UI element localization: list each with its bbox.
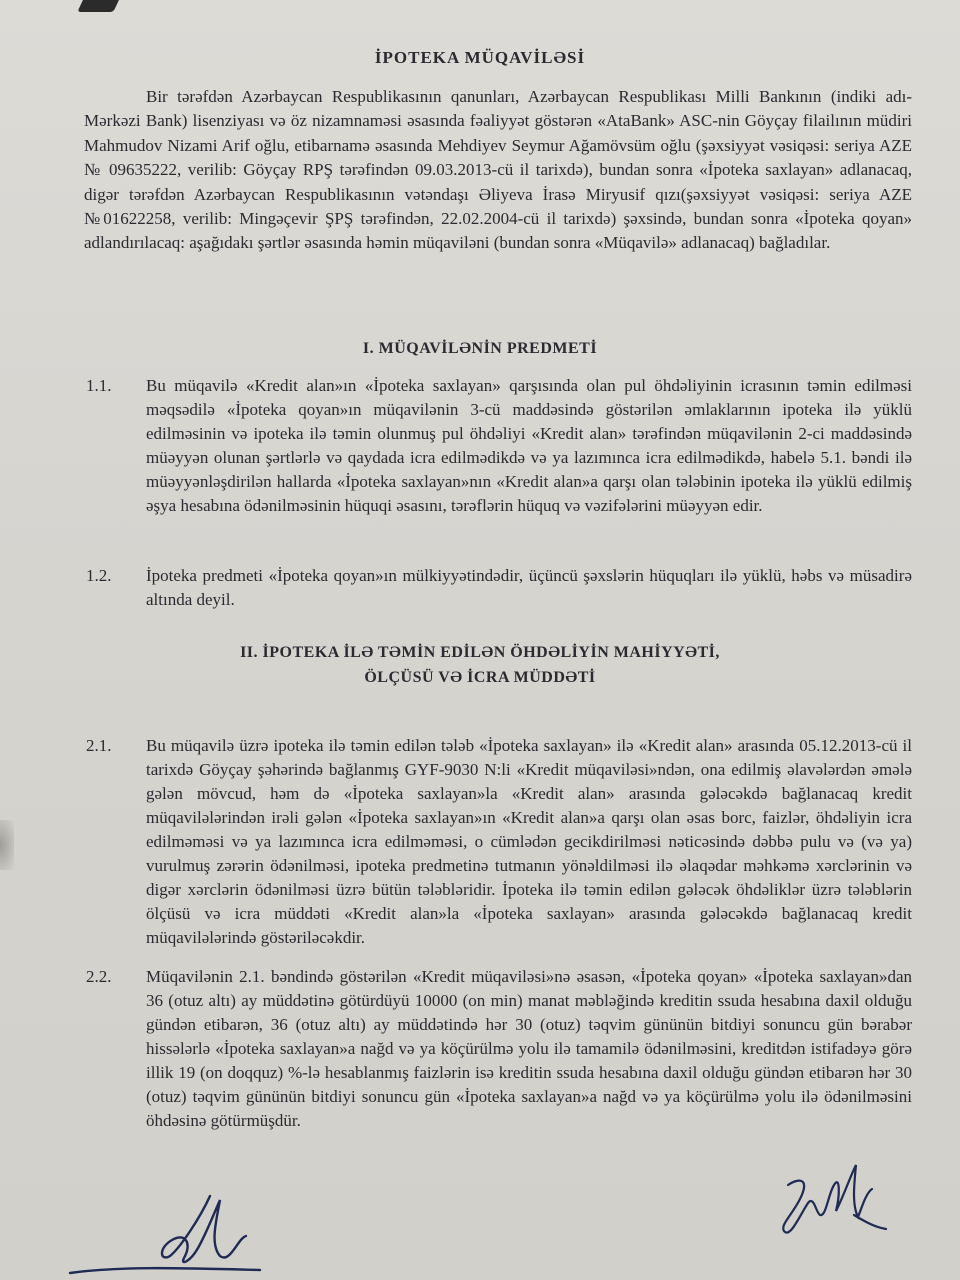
clause-text: İpoteka predmeti «İpoteka qoyan»ın mülkiyyətindədir, üçüncü şəxslərin hüquqları ilə yüklü, həbs və müsadirə altında deyil. [146, 566, 912, 609]
paper-crease [0, 820, 14, 870]
document-title: İPOTEKA MÜQAVİLƏSİ [374, 48, 586, 67]
section-2-heading [0, 640, 960, 690]
clause-number: 2.1. [86, 736, 112, 755]
section-2-heading-line-2: ÖLÇÜSÜ VƏ İCRA MÜDDƏTİ [364, 669, 596, 686]
clause-2-2 [84, 965, 912, 1133]
signature-left [60, 1178, 310, 1278]
clause-text: Bu müqavilə «Kredit alan»ın «İpoteka saxlayan» qarşısında olan pul öhdəliyinin icrasının təmin edilməsi məqsədilə «İpoteka qoyan»ın müqavilənin 3-cü maddəsində göstərilən əmlaklarının ipoteka ilə yüklü edilməsinin və ipoteka ilə təmin olunmuş pul öhdəliyi «Kredit alan» tərəfindən müqavilənin 2-ci maddəsində müəyyən olunan şərtlərlə və qaydada icra edilmədikdə və ya lazımınca icra edilmədikdə, habelə 5.1. bəndi ilə müəyyənləşdirilən hallarda «İpoteka saxlayan»nın «Kredit alan»a qarşı olan tələbinin ipoteka ilə yüklü edilmiş əşya hesabına ödənilməsinin hüquqi əsasını, tərəflərin hüquq və vəzifələrini müəyyən edir. [146, 376, 912, 515]
clause-text: Bu müqavilə üzrə ipoteka ilə təmin edilən tələb «İpoteka saxlayan» ilə «Kredit alan» arasında 05.12.2013-cü il tarixdə Göyçay şəhərində bağlanmış GYF-9030 N:li «Kredit müqaviləsi»ndən, ona edilmiş əlavələrdən əmələ gələn mövcud, həm də «İpoteka saxlayan»la «Kredit alan» arasında gələcəkdə bağlanacaq kredit müqavilələrindən irəli gələn «İpoteka saxlayan»ın «Kredit alan»a qarşı olan əsas borc, faizlər, öhdəliyin icra edilməməsi və ya lazımınca icra edilməməsi, o cümlədən gecikdirilməsi nəticəsində dəbbə pulu və (və ya) vurulmuş zərərin ödənilməsi, ipoteka predmetinə tutmanın yönəldilməsi ilə əlaqədar məhkəmə xərclərinin və digər xərclərin ödənilməsi üzrə bütün tələbləridir. İpoteka ilə təmin edilən gələcək öhdəliklər üzrə tələblərin ölçüsü və icra müddəti «Kredit alan»la «İpoteka saxlayan» arasında gələcəkdə bağlanacaq kredit müqavilələrində göstəriləcəkdir. [146, 736, 912, 947]
intro-paragraph: Bir tərəfdən Azərbaycan Respublikasının qanunları, Azərbaycan Respublikası Milli Bankının (indiki adı- Mərkəzi Bank) lisenziyası və öz nizamnaməsi əsasında fəaliyyət göstərən «AtaBank» ASC-nin Göyçay filailının müdiri Mahmudov Nizami Arif oğlu, etibarnamə əsasında Mehdiyev Seymur Ağamövsüm oğlu (şəxsiyyət vəsiqəsi: seriya AZE № 09635222, verilib: Göyçay RPŞ tərəfindən 09.03.2013-cü il tarixdə), bundan sonra «İpoteka saxlayan» adlanacaq, digər tərəfdən Azərbaycan Respublikasının vətəndaşı Əliyeva İrasə Miryusif qızı(şəxsiyyət vəsiqəsi: seriya AZE №01622258, verilib: Mingəçevir ŞPŞ tərəfindən, 22.02.2004-cü il tarixdə) şəxsində, bundan sonra «İpoteka qoyan» adlandırılacaq: aşağıdakı şərtlər əsasında həmin müqaviləni (bundan sonra «Müqavilə» adlanacaq) bağladılar. [84, 87, 912, 253]
clause-number: 1.1. [86, 376, 112, 395]
signature-right [770, 1155, 900, 1245]
clause-text: Müqavilənin 2.1. bəndində göstərilən «Kredit müqaviləsi»nə əsasən, «İpoteka qoyan» «İpoteka saxlayan»dan 36 (otuz altı) ay müddətinə götürdüyü 10000 (on min) manat məbləğində kreditin ssuda hesabına daxil olduğu gündən etibarən, 36 (otuz altı) ay müddətində hər 30 (otuz) təqvim gününün bitdiyi sonuncu gün bərabər hissələrlə «İpoteka saxlayan»a nağd və ya köçürülmə yolu ilə tamamilə ödənilməsini, kreditdən istifadəyə görə illik 19 (on doqquz) %-lə hesablanmış faizlərin isə kreditin ssuda hesabına daxil olduğu gündən etibarən hər 30 (otuz) təqvim gününün bitdiyi sonuncu gün «İpoteka saxlayan»a nağd və ya köçürülmə yolu ilə ödənilməsini öhdəsinə götürmüşdür. [146, 967, 912, 1130]
section-2-heading-line-1: II. İPOTEKA İLƏ TƏMİN EDİLƏN ÖHDƏLİYİN MAHİYYƏTİ, [240, 644, 720, 661]
clause-number: 2.2. [86, 967, 112, 986]
clause-1-1 [84, 374, 912, 518]
clause-1-2 [84, 564, 912, 612]
clause-number: 1.2. [86, 566, 112, 585]
section-1-heading: I. MÜQAVİLƏNİN PREDMETİ [362, 340, 598, 357]
corner-mark [77, 0, 122, 12]
clause-2-1 [84, 734, 912, 950]
